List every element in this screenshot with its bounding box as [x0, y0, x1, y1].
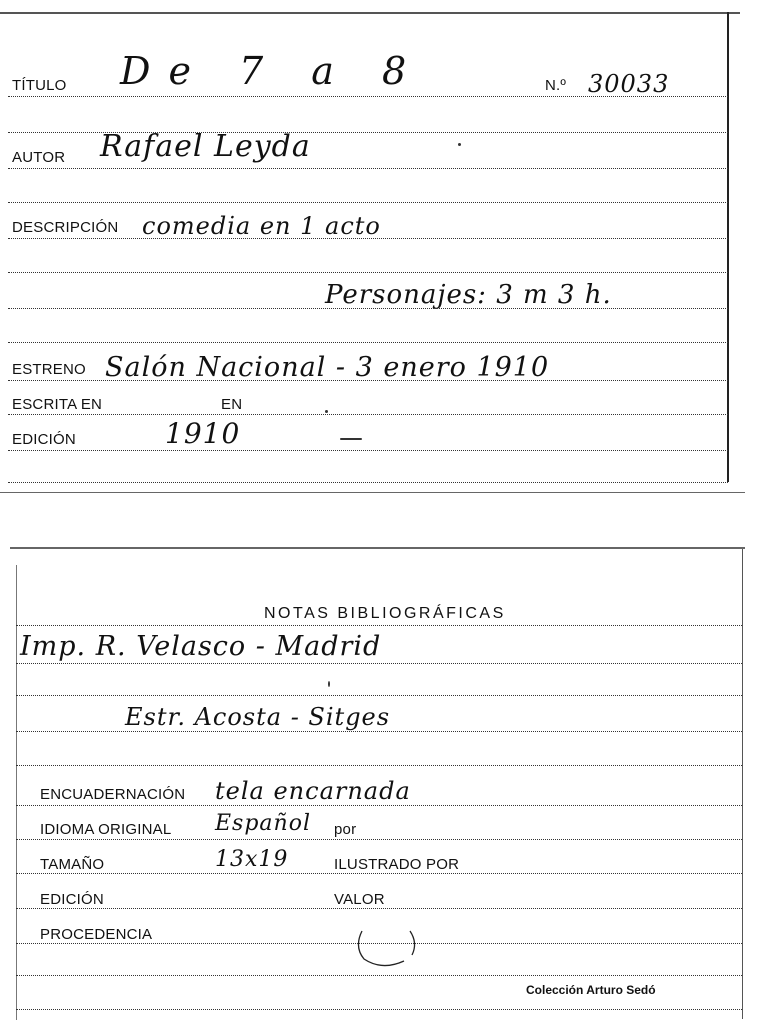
tamano-rule — [16, 873, 742, 874]
catalog-card-top — [0, 0, 759, 495]
blank-rule-1 — [8, 202, 728, 203]
tamano-label: TAMAÑO — [40, 856, 105, 873]
edicion-value: 1910 — [165, 417, 241, 450]
blank-rule-bottom-2 — [16, 1009, 742, 1010]
idioma-label: IDIOMA ORIGINAL — [40, 821, 172, 838]
por-label: por — [334, 821, 357, 838]
note-line-2: Estr. Acosta - Sitges — [125, 703, 391, 731]
blank-rule-2 — [8, 272, 728, 273]
ink-speck — [328, 681, 330, 687]
card-bottom-edge — [0, 492, 745, 493]
blank-rule-bottom-1 — [16, 975, 742, 976]
estreno-value: Salón Nacional - 3 enero 1910 — [105, 352, 550, 383]
idioma-rule — [16, 839, 742, 840]
encuadernacion-rule — [16, 805, 742, 806]
titulo-rule — [8, 96, 728, 97]
card-top-border — [0, 12, 740, 14]
edicion-rule-bottom — [16, 908, 742, 909]
catalog-card-bottom — [0, 535, 759, 1028]
estreno-rule — [8, 380, 728, 381]
personajes-rule — [8, 308, 728, 309]
descripcion-rule — [8, 238, 728, 239]
note-rule-2 — [16, 695, 742, 696]
personajes-value: Personajes: 3 m 3 h. — [325, 280, 612, 310]
edicion-label: EDICIÓN — [12, 431, 76, 448]
card-top-border — [10, 547, 745, 549]
autor-value: Rafael Leyda — [100, 129, 311, 164]
edicion-rule — [8, 450, 728, 451]
rule-between-autor-desc — [8, 132, 728, 133]
collection-credit: Colección Arturo Sedó — [526, 983, 656, 997]
titulo-label: TÍTULO — [12, 77, 67, 94]
encuadernacion-label: ENCUADERNACIÓN — [40, 786, 186, 803]
procedencia-label: PROCEDENCIA — [40, 926, 153, 943]
descripcion-label: DESCRIPCIÓN — [12, 219, 119, 236]
ilustrado-label: ILUSTRADO POR — [334, 856, 460, 873]
ink-speck — [340, 438, 362, 440]
heading-rule — [16, 625, 742, 626]
valor-label: VALOR — [334, 891, 385, 908]
note-rule-1 — [16, 663, 742, 664]
edicion-label-bottom: EDICIÓN — [40, 891, 104, 908]
notas-heading: NOTAS BIBLIOGRÁFICAS — [264, 605, 506, 622]
escrita-label: ESCRITA EN — [12, 396, 103, 413]
estreno-label: ESTRENO — [12, 361, 86, 378]
descripcion-value: comedia en 1 acto — [142, 212, 381, 240]
en-label: EN — [221, 396, 243, 413]
note-rule-4 — [16, 765, 742, 766]
encuadernacion-value: tela encarnada — [215, 777, 411, 805]
escrita-rule — [8, 414, 728, 415]
tamano-value: 13x19 — [215, 847, 289, 872]
numero-label: N.º — [545, 77, 567, 94]
titulo-value: De 7 a 8 — [120, 49, 425, 93]
blank-rule-3 — [8, 342, 728, 343]
ink-speck — [325, 410, 328, 413]
note-rule-3 — [16, 731, 742, 732]
autor-rule — [8, 168, 728, 169]
idioma-value: Español — [215, 811, 311, 836]
numero-value: 30033 — [588, 70, 670, 98]
faint-stamp-mark — [352, 925, 424, 969]
ink-speck — [458, 143, 461, 146]
card-right-edge — [742, 549, 743, 1019]
blank-rule-4 — [8, 482, 728, 483]
autor-label: AUTOR — [12, 149, 66, 166]
note-line-1: Imp. R. Velasco - Madrid — [20, 631, 382, 662]
card-left-edge — [16, 565, 17, 1020]
card-right-edge — [727, 12, 729, 482]
